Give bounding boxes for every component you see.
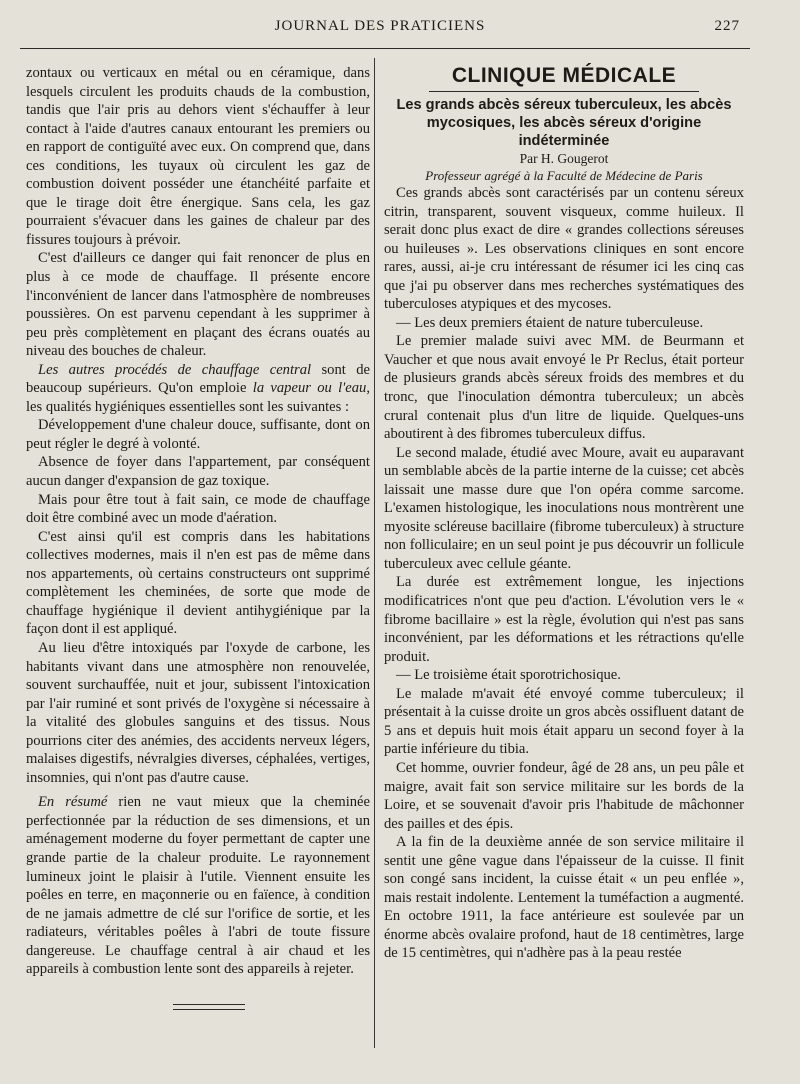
article-title: Les grands abcès séreux tuberculeux, les abcès mycosiques, les abcès séreux d'origine indéterminée [396, 97, 732, 149]
left-paragraph-9-italic: En résumé [38, 794, 108, 811]
right-paragraph-3: Le premier malade suivi avec MM. de Beurmann et Vaucher et que nous avait envoyé le Pr Reclus, était porteur de plusieurs grands abcès séreux froids des membres et du tronc, que l'inoculation démontra tuberculeux; un abcès crural contenait plus d'un litre de liquide. Quelques-uns aboutirent à des fibromes tuberculeux diffus. [384, 333, 744, 443]
left-paragraph-5: Absence de foyer dans l'appartement, par conséquent aucun danger d'expansion de gaz toxique. [26, 454, 370, 490]
left-paragraph-2: C'est d'ailleurs ce danger qui fait renoncer de plus en plus à ce mode de chauffage. Il présente encore l'inconvénient de lancer dans l'atmosphère de nombreuses poussières. On est parvenu cependant à les supprimer à peu près complètement en plaçant des écrans ouatés au niveau des bouches de chaleur. [26, 250, 370, 360]
right-paragraph-1: Ces grands abcès sont caractérisés par un contenu séreux citrin, transparent, souvent visqueux, comme huileux. Il serait donc plus exact de dire « grandes collections séreuses ou huileuses ». Les observations cliniques en sont encore rares, aussi, ai-je cru intéressant de résumer ici les cinq cas que j'ai pu observer dans mes recherches systématiques des tuberculoses atypiques et des mycoses. [384, 185, 744, 313]
right-paragraph-9: A la fin de la deuxième année de son service militaire il sentit une gêne vague dans l'épaisseur de la cuisse. Il finit son congé sans incident, la cuisse était « un peu enflée », mais restait indolente. Lentement la tuméfaction a augmenté. En octobre 1911, la face antérieure est soulevée par un énorme abcès ovalaire profond, haut de 18 centimètres, large de 15 centimètres, qui n'adhère pas à la peau restée [384, 834, 744, 962]
left-column [26, 64, 370, 979]
left-paragraph-6: Mais pour être tout à fait sain, ce mode de chauffage doit être combiné avec un mode d'aération. [26, 491, 370, 527]
left-paragraph-3-text-a: sont de beaucoup supérieurs. Qu'on emploie [26, 361, 370, 397]
left-paragraph-3 [26, 361, 370, 417]
journal-title: JOURNAL DES PRATICIENS [274, 18, 486, 34]
right-paragraph-8: Cet homme, ouvrier fondeur, âgé de 28 ans, un peu pâle et maigre, avait fait son service militaire sur les bords de la Loire, et se souvenait d'avoir pris l'habitude de mâchonner des pailles et des épis. [384, 759, 744, 832]
left-paragraph-4: Développement d'une chaleur douce, suffisante, dont on peut régler le degré à volonté. [26, 417, 370, 452]
page-header [0, 18, 800, 42]
left-paragraph-7: C'est ainsi qu'il est compris dans les habitations collectives modernes, mais il n'en est pas de même dans nos appartements, où certains constructeurs ont supprimé complètement les cheminées, de sorte que mode de chauffage hygiénique il devient antihygiénique par la façon dont il est appliqué. [26, 528, 370, 638]
left-paragraph-1: zontaux ou verticaux en métal ou en céramique, dans lesquels circulent les produits chauds de la combustion, tandis que l'air pris au dehors vient s'échauffer à leur contact à l'aide d'autres canaux entourant les premiers ou en rapport de contiguïté avec eux. On comprend que, dans ces conditions, les tuyaux où circulent les gaz de combustion doivent posséder une étanchéité parfaite et que le tirage doit être énergique. Sans cela, les gaz pourraient s'évacuer dans les gaines de chaleur par des fissures toujours à prévoir. [26, 65, 370, 248]
section-rule [429, 91, 699, 92]
right-paragraph-4: Le second malade, étudié avec Moure, avait eu auparavant un semblable abcès de la partie interne de la cuisse; cet abcès laissait une masse dure que l'on opéra comme sarcome. L'examen histologique, les inoculations nous montrèrent une myosite scléreuse bacillaire (fibrome tuberculeux) à structure non folliculaire; en un seul point je pus découvrir un follicule tuberculeux avec cellule géante. [384, 444, 744, 572]
page-number: 227 [714, 18, 740, 34]
right-paragraph-7: Le malade m'avait été envoyé comme tuberculeux; il présentait à la cuisse droite un gros abcès ossifluent datant de 5 ans et depuis huit mois était apparu un second foyer à la partie inférieure du tibia. [384, 685, 744, 758]
right-paragraph-2: — Les deux premiers étaient de nature tuberculeuse. [396, 314, 704, 331]
byline: Par H. Gougerot [519, 151, 609, 166]
left-paragraph-3-italic-2: la vapeur ou l'eau [252, 380, 367, 397]
affiliation: Professeur agrégé à la Faculté de Médecine de Paris [425, 168, 703, 183]
right-column [384, 64, 744, 963]
left-paragraph-9-text: rien ne vaut mieux que la cheminée perfectionnée par la réduction de ses dimensions, et un aménagement moderne du foyer permettant de capter une grande partie de la chaleur produite. Le rayonnement lumineux joint le plaisir à l'utile. Viennent ensuite les poêles en terre, en maçonnerie ou en faïence, à condition de ne jamais admettre de clé sur l'orifice de sortie, et les radiateurs, véritables poêles à l'abri de toute fissure dangereuse. Le chauffage central à air chaud et les appareils à combustion lente sont des appareils à rejeter. [26, 794, 370, 978]
left-paragraph-9 [26, 793, 370, 978]
left-paragraph-3-text-b: , les qualités hygiéniques essentielles sont les suivantes : [26, 380, 370, 415]
left-paragraph-3-italic: Les autres procédés de chauffage central [38, 361, 312, 378]
column-divider [374, 58, 375, 1048]
right-paragraph-5: La durée est extrêmement longue, les injections modificatrices n'ont que peu d'action. L'évolution vers le « fibrome bacillaire » est la règle, évolution qui n'est pas sans inconvénient, par les déformations et les rétractions qu'elle produit. [384, 574, 744, 665]
left-paragraph-8: Au lieu d'être intoxiqués par l'oxyde de carbone, les habitants vivant dans une atmosphère non renouvelée, souvent surchauffée, nuit et jour, subissent l'intoxication par l'air ruminé et sont privés de l'oxygène si nécessaire à la vitalité des globules sanguins et des tissus. Nous pourrions citer des anémies, des accidents nerveux légers, malaises digestifs, névralgies diverses, céphalées, vertiges, insomnies, qui n'ont pas d'autre cause. [26, 639, 370, 786]
header-rule [20, 48, 750, 49]
right-paragraph-6: — Le troisième était sporotrichosique. [396, 667, 621, 684]
section-title: CLINIQUE MÉDICALE [451, 64, 677, 87]
end-double-rule-left [173, 1004, 245, 1010]
